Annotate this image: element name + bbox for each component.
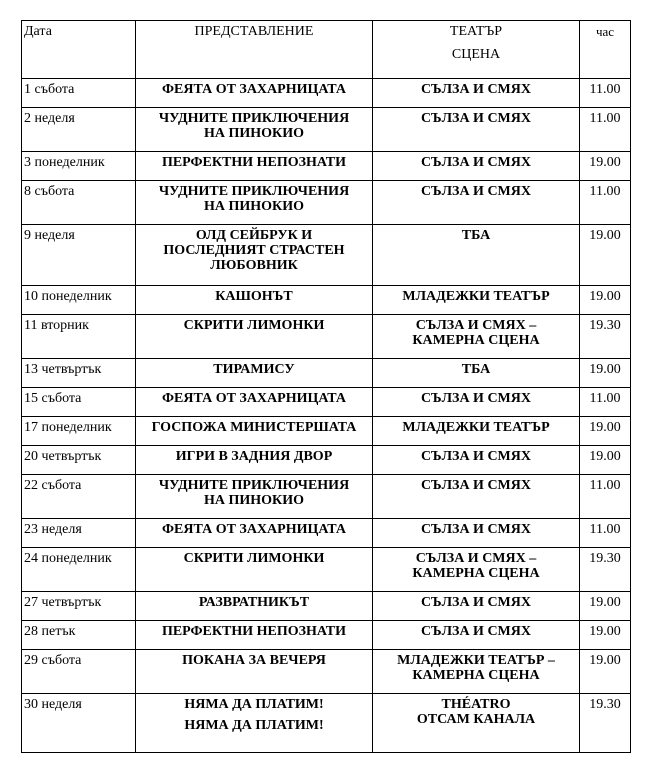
theatre-cell-line: МЛАДЕЖКИ ТЕАТЪР <box>402 420 550 435</box>
table-row <box>22 548 631 592</box>
table-row <box>22 225 631 286</box>
time-cell: 19.00 <box>580 286 631 315</box>
show-cell-line: ЛЮБОВНИК <box>210 258 298 273</box>
date-cell: 24 понеделник <box>22 548 136 592</box>
time-cell: 19.00 <box>580 621 631 650</box>
show-cell-line: СКРИТИ ЛИМОНКИ <box>183 318 325 333</box>
theatre-cell <box>373 388 580 417</box>
date-cell: 2 неделя <box>22 108 136 152</box>
show-cell-line: ПОКАНА ЗА ВЕЧЕРЯ <box>182 653 326 668</box>
time-cell: 19.00 <box>580 359 631 388</box>
time-cell: 19.30 <box>580 548 631 592</box>
time-cell: 19.00 <box>580 152 631 181</box>
date-cell: 23 неделя <box>22 519 136 548</box>
theatre-cell-line: THÉATRO <box>441 697 511 712</box>
table-row <box>22 592 631 621</box>
show-cell-line: ЧУДНИТЕ ПРИКЛЮЧЕНИЯ <box>158 111 350 126</box>
schedule-table <box>21 20 631 753</box>
time-cell: 19.00 <box>580 592 631 621</box>
time-cell: 11.00 <box>580 79 631 108</box>
date-cell: 30 неделя <box>22 694 136 753</box>
theatre-cell <box>373 694 580 753</box>
theatre-cell <box>373 475 580 519</box>
header-theatre-line2: СЦЕНА <box>451 47 501 62</box>
theatre-cell-line: ОТСАМ КАНАЛА <box>416 712 536 727</box>
show-cell <box>136 548 373 592</box>
show-cell-line: ОЛД СЕЙБРУК И <box>195 228 313 243</box>
date-cell: 29 събота <box>22 650 136 694</box>
show-cell-line: ФЕЯТА ОТ ЗАХАРНИЦАТА <box>161 522 347 537</box>
date-cell: 13 четвъртък <box>22 359 136 388</box>
theatre-cell <box>373 108 580 152</box>
date-cell: 22 събота <box>22 475 136 519</box>
show-cell <box>136 475 373 519</box>
show-cell <box>136 181 373 225</box>
date-cell: 17 понеделник <box>22 417 136 446</box>
show-cell <box>136 519 373 548</box>
time-cell: 19.30 <box>580 694 631 753</box>
show-cell-line: НЯМА ДА ПЛАТИМ! <box>184 718 324 733</box>
show-cell <box>136 592 373 621</box>
theatre-cell <box>373 315 580 359</box>
theatre-cell-line: СЪЛЗА И СМЯХ – <box>415 551 537 566</box>
table-row <box>22 359 631 388</box>
table-row <box>22 475 631 519</box>
table-row <box>22 417 631 446</box>
show-cell-line: РАЗВРАТНИКЪТ <box>198 595 310 610</box>
theatre-cell <box>373 225 580 286</box>
date-cell: 28 петък <box>22 621 136 650</box>
show-cell-line: ГОСПОЖА МИНИСТЕРШАТА <box>151 420 357 435</box>
time-cell: 19.00 <box>580 417 631 446</box>
theatre-cell-line: СЪЛЗА И СМЯХ <box>420 449 531 464</box>
show-cell <box>136 79 373 108</box>
theatre-cell <box>373 446 580 475</box>
show-cell-line: ПОСЛЕДНИЯТ СТРАСТЕН <box>163 243 345 258</box>
date-cell: 8 събота <box>22 181 136 225</box>
show-cell-line: КАШОНЪТ <box>215 289 293 304</box>
theatre-cell <box>373 650 580 694</box>
theatre-cell <box>373 548 580 592</box>
theatre-cell-line: СЪЛЗА И СМЯХ <box>420 184 531 199</box>
table-row <box>22 286 631 315</box>
show-cell-line: ПЕРФЕКТНИ НЕПОЗНАТИ <box>161 624 347 639</box>
date-cell: 9 неделя <box>22 225 136 286</box>
table-row <box>22 650 631 694</box>
time-cell: 11.00 <box>580 519 631 548</box>
table-row <box>22 79 631 108</box>
show-cell <box>136 650 373 694</box>
theatre-cell-line: СЪЛЗА И СМЯХ <box>420 82 531 97</box>
show-cell-line: ПЕРФЕКТНИ НЕПОЗНАТИ <box>161 155 347 170</box>
date-cell: 27 четвъртък <box>22 592 136 621</box>
date-cell: 3 понеделник <box>22 152 136 181</box>
show-cell-line: НА ПИНОКИО <box>204 126 304 141</box>
show-cell-line: СКРИТИ ЛИМОНКИ <box>183 551 325 566</box>
theatre-cell-line: СЪЛЗА И СМЯХ <box>420 111 531 126</box>
theatre-cell <box>373 79 580 108</box>
time-cell: 11.00 <box>580 475 631 519</box>
theatre-cell-line: СЪЛЗА И СМЯХ <box>420 522 531 537</box>
theatre-cell <box>373 359 580 388</box>
date-cell: 11 вторник <box>22 315 136 359</box>
theatre-cell-line: КАМЕРНА СЦЕНА <box>412 566 540 581</box>
show-cell <box>136 225 373 286</box>
theatre-cell-line: СЪЛЗА И СМЯХ – <box>415 318 537 333</box>
time-cell: 19.30 <box>580 315 631 359</box>
show-cell <box>136 152 373 181</box>
theatre-cell <box>373 519 580 548</box>
theatre-cell-line: СЪЛЗА И СМЯХ <box>420 478 531 493</box>
time-cell: 19.00 <box>580 650 631 694</box>
show-cell-line: ЧУДНИТЕ ПРИКЛЮЧЕНИЯ <box>158 478 350 493</box>
theatre-cell <box>373 181 580 225</box>
table-row <box>22 152 631 181</box>
time-cell: 19.00 <box>580 225 631 286</box>
show-cell-line: ФЕЯТА ОТ ЗАХАРНИЦАТА <box>161 82 347 97</box>
show-cell-line: ФЕЯТА ОТ ЗАХАРНИЦАТА <box>161 391 347 406</box>
header-date: Дата <box>22 21 136 79</box>
table-row <box>22 315 631 359</box>
show-cell-line: ЧУДНИТЕ ПРИКЛЮЧЕНИЯ <box>158 184 350 199</box>
theatre-cell <box>373 621 580 650</box>
schedule-body <box>22 21 631 753</box>
theatre-cell-line: МЛАДЕЖКИ ТЕАТЪР <box>402 289 550 304</box>
show-cell-line: НЯМА ДА ПЛАТИМ! <box>184 697 324 712</box>
theatre-cell <box>373 152 580 181</box>
show-cell <box>136 446 373 475</box>
table-row <box>22 446 631 475</box>
header-time: час <box>580 21 631 79</box>
header-theatre <box>373 21 580 79</box>
theatre-cell-line: КАМЕРНА СЦЕНА <box>412 333 540 348</box>
header-show: ПРЕДСТАВЛЕНИЕ <box>136 21 373 79</box>
time-cell: 11.00 <box>580 388 631 417</box>
show-cell-line: НА ПИНОКИО <box>204 199 304 214</box>
show-cell <box>136 417 373 446</box>
table-row <box>22 621 631 650</box>
theatre-cell-line: КАМЕРНА СЦЕНА <box>412 668 540 683</box>
table-row <box>22 181 631 225</box>
date-cell: 20 четвъртък <box>22 446 136 475</box>
table-row <box>22 694 631 753</box>
table-row <box>22 519 631 548</box>
date-cell: 10 понеделник <box>22 286 136 315</box>
show-cell <box>136 388 373 417</box>
table-row <box>22 108 631 152</box>
theatre-cell-line: СЪЛЗА И СМЯХ <box>420 595 531 610</box>
show-cell <box>136 315 373 359</box>
theatre-cell-line: СЪЛЗА И СМЯХ <box>420 624 531 639</box>
show-cell-line: ТИРАМИСУ <box>213 362 295 377</box>
time-cell: 19.00 <box>580 446 631 475</box>
theatre-cell-line: СЪЛЗА И СМЯХ <box>420 155 531 170</box>
theatre-cell <box>373 286 580 315</box>
theatre-cell-line: СЪЛЗА И СМЯХ <box>420 391 531 406</box>
show-cell <box>136 108 373 152</box>
theatre-cell-line: ТБА <box>461 228 491 243</box>
time-cell: 11.00 <box>580 108 631 152</box>
theatre-cell <box>373 417 580 446</box>
show-cell <box>136 359 373 388</box>
theatre-cell-line: ТБА <box>461 362 491 377</box>
show-cell <box>136 286 373 315</box>
theatre-cell-line: МЛАДЕЖКИ ТЕАТЪР – <box>397 653 555 668</box>
show-cell <box>136 694 373 753</box>
show-cell-line: ИГРИ В ЗАДНИЯ ДВОР <box>175 449 333 464</box>
date-cell: 1 събота <box>22 79 136 108</box>
table-row <box>22 388 631 417</box>
theatre-cell <box>373 592 580 621</box>
header-theatre-line1: ТЕАТЪР <box>449 24 503 39</box>
date-cell: 15 събота <box>22 388 136 417</box>
show-cell <box>136 621 373 650</box>
time-cell: 11.00 <box>580 181 631 225</box>
show-cell-line: НА ПИНОКИО <box>204 493 304 508</box>
header-row <box>22 21 631 79</box>
